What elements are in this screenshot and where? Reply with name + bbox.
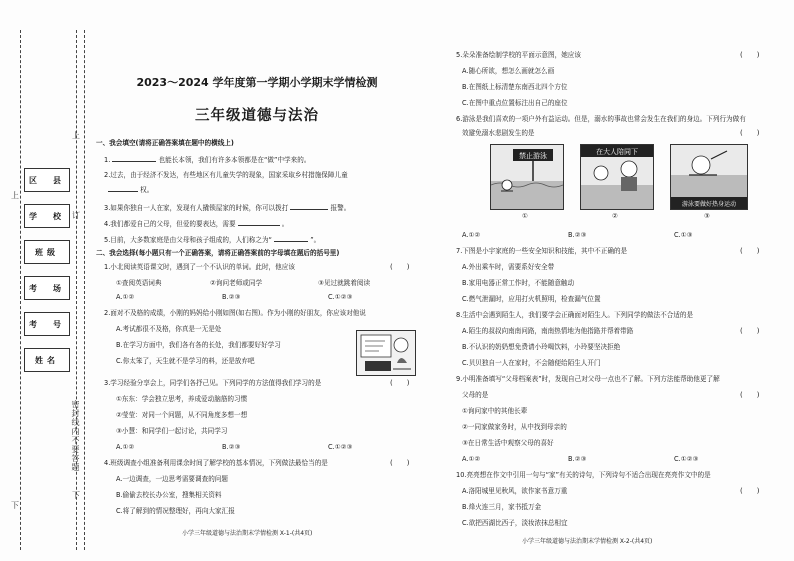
- q2-10-option-b[interactable]: B.烽火连三月，家书抵万金: [462, 503, 542, 511]
- picture-number-2: ②: [612, 212, 618, 220]
- q2-3-option-1: ①东东：学会独立思考，养成爱动脑筋的习惯: [116, 395, 248, 403]
- answer-paren-8[interactable]: ( ): [740, 327, 760, 335]
- exam-score-cartoon: [356, 330, 416, 376]
- choice-question-3: 3.学习经验分享会上，同学们各抒己见。下列同学的方法值得我们学习的是: [104, 379, 322, 387]
- q1-2-blank[interactable]: [108, 184, 138, 192]
- choice-question-5: 5.朵朵准备绘制学校的平面示意图，她应该: [456, 51, 581, 59]
- q2-1-option-3: ③见过就跳着阅读: [318, 279, 371, 287]
- q2-5-option-c[interactable]: C.在图中重点位置标注出自己的座位: [462, 99, 568, 107]
- q1-2-text: 权。: [140, 186, 154, 194]
- picture-number-3: ③: [704, 212, 710, 220]
- q2-6-choice-b[interactable]: B.②③: [568, 231, 587, 239]
- q1-1-number: 1.: [104, 156, 111, 164]
- answer-paren-4[interactable]: ( ): [390, 459, 410, 467]
- cartoon-illustration: [357, 331, 415, 375]
- exam-number-field[interactable]: [24, 312, 70, 336]
- q1-3-text: 3.如果你独自一人在家，发现有人撬锁屋家的时候，你可以拨打: [104, 204, 289, 212]
- section2-heading: 二、我会选择(每小题只有一个正确答案，请将正确答案前的字母填在题后的括号里): [96, 249, 340, 257]
- q2-7-option-c[interactable]: C.燃气泄漏时，应用打火机照明，检查漏气位置: [462, 295, 601, 303]
- q1-1-blank[interactable]: [112, 154, 156, 162]
- q1-4-blank[interactable]: [238, 218, 280, 226]
- choice-question-9a: 9.小明准备填写“父母档案表”时，发现自己对父母一点也不了解。下列方法能帮助他更了解: [456, 375, 720, 383]
- answer-paren-9[interactable]: ( ): [740, 391, 760, 399]
- exam-title: 2023～2024 学年度第一学期小学期末学情检测: [136, 76, 378, 89]
- left-page: [92, 62, 422, 557]
- q2-5-option-a[interactable]: A.随心所欲，想怎么画就怎么画: [462, 67, 555, 75]
- exam-room-label: 考 场: [29, 283, 65, 293]
- seal-line-notice: 密封线内不要答题: [71, 400, 80, 472]
- warm-up-illustration: [671, 145, 747, 209]
- mark-middle: 订: [72, 211, 80, 220]
- binding-line-outer: [20, 30, 21, 550]
- q2-3-choice-a[interactable]: A.①②: [116, 443, 135, 451]
- q2-1-choice-c[interactable]: C.①②③: [328, 293, 353, 301]
- q1-1-text: 也能长本领，我们有许多本领都是在“做”中学来的。: [158, 156, 311, 164]
- choice-question-7: 7.下图是小宇家庭的一些安全知识和技能，其中不正确的是: [456, 247, 628, 255]
- q2-7-option-a[interactable]: A.外出乘车时，需要系好安全带: [462, 263, 555, 271]
- no-swimming-illustration: [491, 145, 563, 209]
- exam-room-field[interactable]: [24, 276, 70, 300]
- class-field[interactable]: [24, 240, 70, 264]
- mark-outer-bottom: 下: [11, 501, 19, 510]
- fill-question-5: [104, 234, 320, 245]
- answer-paren-1[interactable]: ( ): [390, 263, 410, 271]
- left-page-footer: 小学三年级道德与法治期末学情检测 X-1-(共4页): [182, 530, 313, 537]
- q2-3-option-2: ②莹莹：对同一个问题，从不同角度多想一想: [116, 411, 248, 419]
- choice-question-6b: 效避免溺水悲剧发生的是: [462, 129, 535, 137]
- subject-title: 三年级道德与法治: [195, 108, 319, 124]
- answer-paren-5[interactable]: ( ): [740, 51, 760, 59]
- q2-2-option-a[interactable]: A.考试都很不及格，你真是一无是处: [116, 325, 222, 333]
- choice-question-10: 10.亮亮想在作文中引用一句与“家”有关的诗句，下列诗句不适合出现在亮亮作文中的是: [456, 471, 711, 479]
- answer-paren-10[interactable]: ( ): [740, 487, 760, 495]
- q1-5-text: 5.目前，大多数家庭是由父母和孩子组成的，人们称之为“: [104, 236, 272, 244]
- q2-8-option-c[interactable]: C.贝贝独自一人在家时，不会随便给陌生人开门: [462, 359, 601, 367]
- q2-9-option-1: ①询问家中的其他长辈: [462, 407, 528, 415]
- q2-9-option-3: ③在日常生活中观察父母的喜好: [462, 439, 554, 447]
- q2-3-option-3: ③小慧：和同学们一起讨论，共同学习: [116, 427, 228, 435]
- q2-7-option-b[interactable]: B.家用电器正常工作时，不能随意触动: [462, 279, 575, 287]
- adult-supervision-illustration: [581, 145, 653, 209]
- q2-9-choice-a[interactable]: A.①②: [462, 455, 481, 463]
- q2-6-choice-a[interactable]: A.①②: [462, 231, 481, 239]
- warm-up-caption: 游泳要做好热身运动: [681, 201, 737, 208]
- q2-9-option-2: ②一同家做家务时，从中找到母亲的: [462, 423, 567, 431]
- q1-5-suffix: ”。: [310, 236, 321, 244]
- q2-3-choice-c[interactable]: C.①②③: [328, 443, 353, 451]
- choice-question-8: 8.生活中会遇到陌生人，我们要学会正确面对陌生人。下列同学的做法不合适的是: [456, 311, 694, 319]
- q2-10-option-c[interactable]: C.欲把西湖比西子，淡妆浓抹总相宜: [462, 519, 568, 527]
- q2-4-option-b[interactable]: B.偷偷去校长办公室，搜集相关资料: [116, 491, 222, 499]
- q2-2-option-c[interactable]: C.你太笨了，天生就不是学习的料，还是放弃吧: [116, 357, 255, 365]
- mark-outer-top: 上: [11, 191, 19, 200]
- q2-5-option-b[interactable]: B.在图纸上标清楚东南西北四个方位: [462, 83, 568, 91]
- q2-4-option-c[interactable]: C.将了解到的情况整理好，再向大家汇报: [116, 507, 235, 515]
- q2-1-choice-b[interactable]: B.②③: [222, 293, 241, 301]
- name-field[interactable]: [24, 348, 70, 372]
- choice-question-4: 4.班级调查小组准备利用课余时间了解学校的基本情况，下列做法最恰当的是: [104, 459, 328, 467]
- q2-6-choice-c[interactable]: C.①③: [674, 231, 693, 239]
- binding-line-inner: [76, 30, 77, 550]
- answer-paren-6[interactable]: ( ): [740, 129, 760, 137]
- exam-number-label: 考 号: [29, 319, 65, 329]
- binding-line-seal: [84, 30, 85, 550]
- choice-question-6a: 6.游泳是我们喜欢的一项户外有益运动。但是，溺水的事故也常会发生在我们的身边。下列行为做有: [456, 115, 746, 123]
- q2-1-option-2: ②询问老师或同学: [210, 279, 263, 287]
- swim-picture-3: [670, 144, 748, 210]
- answer-paren-3[interactable]: ( ): [390, 379, 410, 387]
- right-page: [452, 40, 787, 555]
- q2-1-choice-a[interactable]: A.①②: [116, 293, 135, 301]
- mark-bottom: 下: [72, 491, 80, 500]
- q2-3-choice-b[interactable]: B.②③: [222, 443, 241, 451]
- q1-4-text: 4.我们都爱自己的父母，但爱的要表达，需要: [104, 220, 236, 228]
- q2-8-option-b[interactable]: B.不认识的奶奶想免费请小玲喝饮料，小玲要坚决拒绝: [462, 343, 621, 351]
- fill-question-2b: [108, 184, 153, 195]
- answer-paren-7[interactable]: ( ): [740, 247, 760, 255]
- fill-question-4: [104, 218, 288, 229]
- fill-question-1: [104, 154, 310, 165]
- picture-number-1: ①: [522, 212, 528, 220]
- no-swimming-sign-text: 禁止游泳: [519, 152, 547, 160]
- q2-10-option-a[interactable]: A.洛阳城里见秋风，欲作家书意万重: [462, 487, 568, 495]
- choice-question-9b: 父母的是: [462, 391, 489, 399]
- district-field[interactable]: [24, 168, 70, 192]
- fill-question-3: [104, 202, 350, 213]
- q2-9-choice-c[interactable]: C.①②③: [674, 455, 699, 463]
- choice-question-1: 1.小北阅读英语课文时，遇到了一个不认识的单词。此时，他应该: [104, 263, 295, 271]
- q1-4-suffix: 。: [281, 220, 289, 228]
- q1-3-suffix: 报警。: [330, 204, 351, 212]
- binding-margin: [8, 30, 90, 555]
- q2-8-option-a[interactable]: A.陌生的叔叔向南南问路，南南热情地为他指路并帮着带路: [462, 327, 634, 335]
- q2-2-option-b[interactable]: B.在学习方面中，我们各有各的长处，我们都要好好学习: [116, 341, 281, 349]
- q2-1-option-1: ①查阅英语词典: [116, 279, 162, 287]
- school-label: 学 校: [29, 211, 65, 221]
- name-label: 姓名: [35, 355, 59, 365]
- q2-9-choice-b[interactable]: B.②③: [568, 455, 587, 463]
- q1-5-blank[interactable]: [274, 234, 308, 242]
- choice-question-2: 2.面对不及格的成绩，小刚的妈妈给小刚如图(如右图)。作为小刚的好朋友，你应该对他说: [104, 309, 366, 317]
- swim-picture-2: [580, 144, 654, 210]
- right-page-footer: 小学三年级道德与法治期末学情检测 X-2-(共4页): [522, 538, 653, 545]
- q1-3-blank[interactable]: [290, 202, 328, 210]
- q2-4-option-a[interactable]: A.一边调查，一边思考需要调查的问题: [116, 475, 228, 483]
- district-label: 区 县: [29, 175, 65, 185]
- fill-question-2a: 2.过去，由于经济不发达，有些地区有儿童失学的现象，国家采取乡村措施保障儿童: [104, 171, 348, 179]
- school-field[interactable]: [24, 204, 70, 228]
- class-label: 班级: [35, 247, 59, 257]
- adult-supervision-caption: 在大人陪同下: [596, 148, 638, 156]
- swim-picture-1: [490, 144, 564, 210]
- mark-top: 上: [72, 131, 80, 140]
- section1-heading: 一、我会填空(请将正确答案填在题中的横线上): [96, 139, 234, 147]
